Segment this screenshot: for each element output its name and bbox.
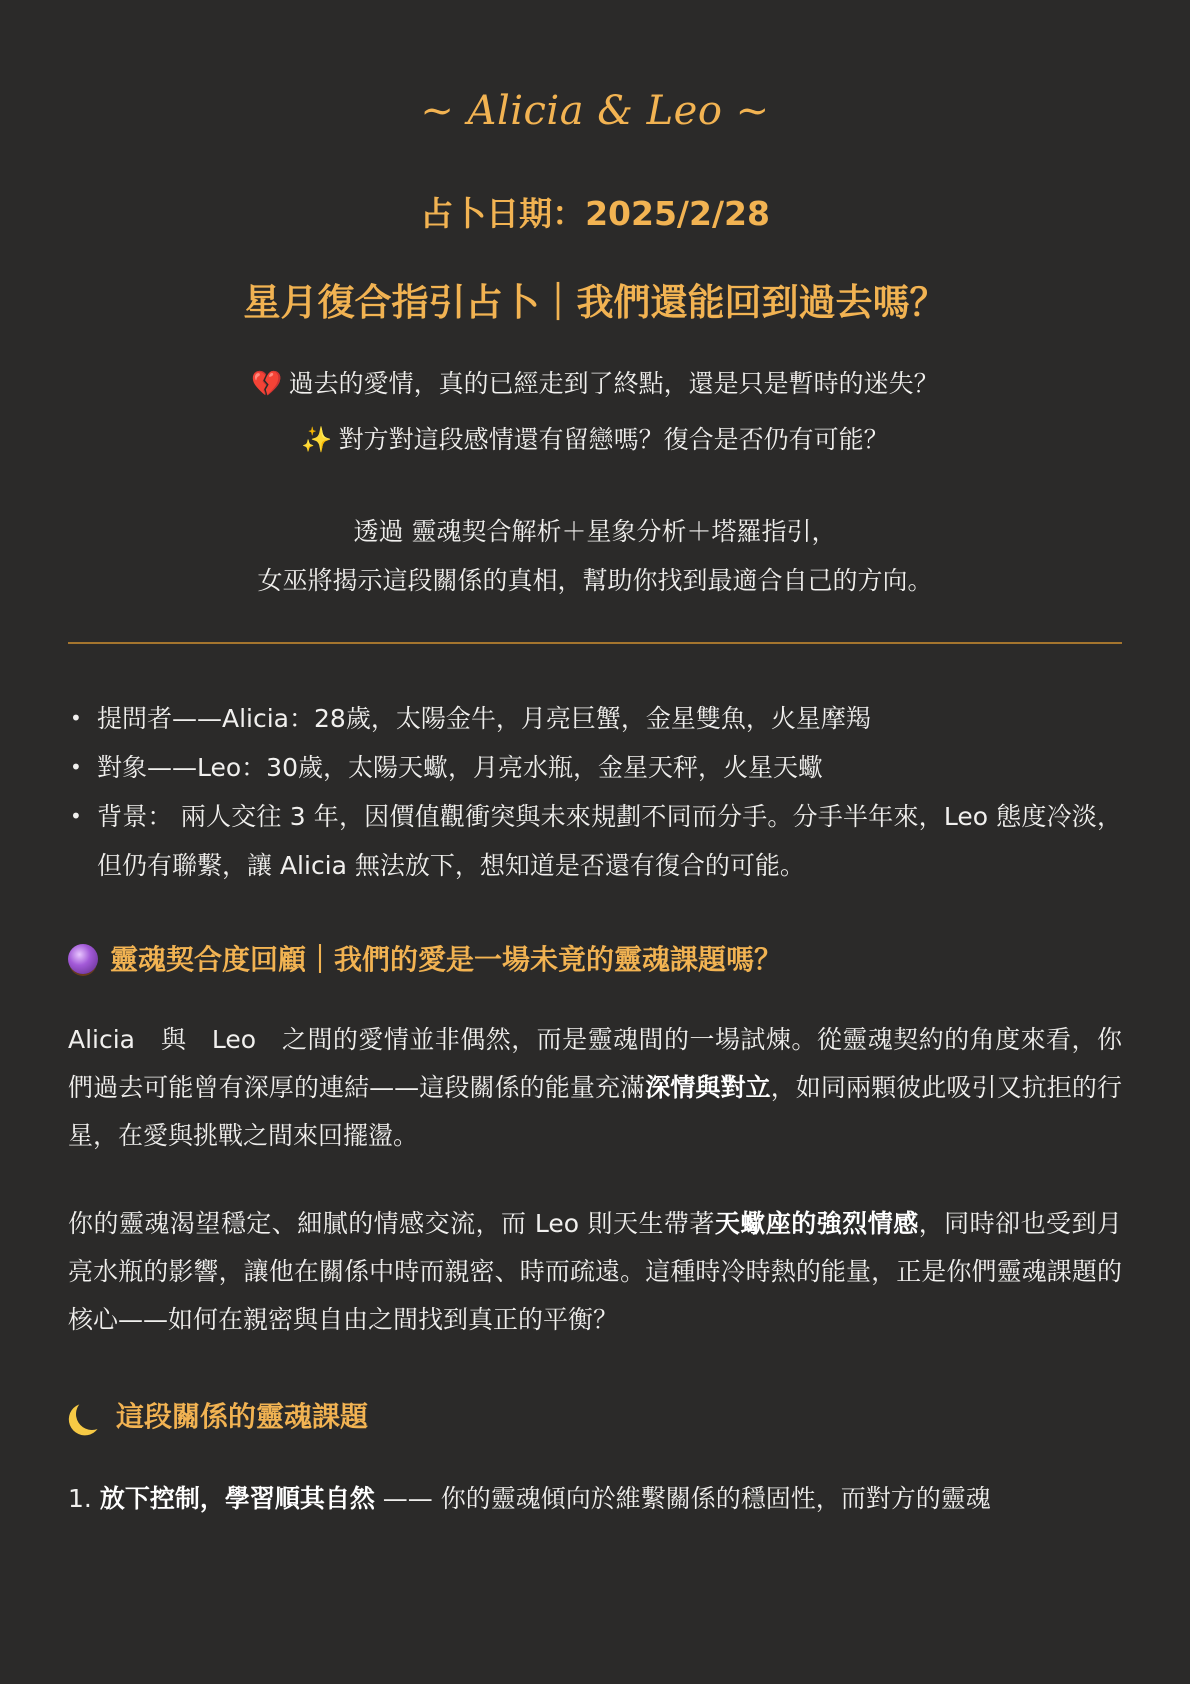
paragraph-1-emphasis: 深情與對立	[645, 1073, 771, 1102]
section-heading-relationship-lessons-text: 這段關係的靈魂課題	[116, 1400, 369, 1433]
crescent-moon-icon	[73, 1395, 110, 1432]
paragraph-soul-connection	[68, 1016, 1122, 1160]
paragraph-2-text-a: 你的靈魂渴望穩定、細膩的情感交流，而 Leo 則天生帶著	[68, 1209, 715, 1238]
lesson-item-1	[68, 1475, 1122, 1523]
bullet-dot: •	[70, 706, 82, 730]
intro-line-4: 女巫將揭示這段關係的真相，幫助你找到最適合自己的方向。	[257, 566, 933, 595]
section-heading-soul-review-text: 靈魂契合度回顧｜我們的愛是一場未竟的靈魂課題嗎？	[110, 943, 783, 976]
profile-item-target	[68, 743, 1122, 792]
lesson-item-title: 放下控制，學習順其自然	[99, 1484, 375, 1513]
paragraph-1-text-b: ，如同兩顆彼此吸引又抗拒的行星，在愛與挑戰之間來回擺盪。	[68, 1073, 1122, 1150]
intro-text-2: 對方對這段感情還有留戀嗎？復合是否仍有可能？	[338, 425, 889, 454]
intro-text-1: 過去的愛情，真的已經走到了終點，還是只是暫時的迷失？	[288, 369, 939, 398]
lesson-item-text: —— 你的靈魂傾向於維繫關係的穩固性，而對方的靈魂	[374, 1484, 991, 1513]
intro-line-2	[68, 420, 1122, 456]
profile-text-background: 背景： 兩人交往 3 年，因價值觀衝突與未來規劃不同而分手。分手半年來，Leo 態度冷淡，但仍有聯繫，讓 Alicia 無法放下，想知道是否還有復合的可能。	[97, 802, 1122, 880]
paragraph-soul-lesson	[68, 1200, 1122, 1344]
section-heading-relationship-lessons	[68, 1395, 1122, 1435]
sparkles-icon: ✨	[301, 425, 333, 454]
couple-names: ~ Alicia & Leo ~	[420, 88, 770, 134]
section-heading-soul-review	[68, 938, 1122, 978]
profile-list	[68, 694, 1122, 890]
lesson-item-number: 1.	[68, 1484, 92, 1513]
reading-date: 占卜日期：2025/2/28	[420, 194, 770, 233]
paragraph-2-text-b: ，同時卻也受到月亮水瓶的影響，讓他在關係中時而親密、時而疏遠。這種時冷時熱的能量，正是你們靈魂課題的核心——如何在親密與自由之間找到真正的平衡？	[68, 1209, 1122, 1334]
profile-text-target: 對象——Leo：30歲，太陽天蠍，月亮水瓶，金星天秤，火星天蠍	[97, 753, 823, 782]
crystal-ball-icon	[68, 944, 98, 974]
page-title: 星月復合指引占卜｜我們還能回到過去嗎？	[243, 281, 947, 324]
bullet-dot: •	[70, 804, 82, 828]
paragraph-1-text-a: Alicia 與 Leo 之間的愛情並非偶然，而是靈魂間的一場試煉。從靈魂契約的角度來看，你們過去可能曾有深厚的連結——這段關係的能量充滿	[68, 1025, 1122, 1102]
section-divider	[68, 642, 1122, 644]
intro-line-3: 透過 靈魂契合解析＋星象分析＋塔羅指引，	[353, 517, 837, 546]
profile-item-background	[68, 792, 1122, 890]
broken-heart-icon: 💔	[251, 369, 283, 398]
paragraph-2-emphasis: 天蠍座的強烈情感	[714, 1209, 919, 1238]
profile-text-asker: 提問者——Alicia：28歲，太陽金牛，月亮巨蟹，金星雙魚，火星摩羯	[97, 704, 871, 733]
profile-item-asker	[68, 694, 1122, 743]
intro-line-1	[68, 364, 1122, 400]
bullet-dot: •	[70, 755, 82, 779]
reading-page	[68, 0, 1122, 1684]
